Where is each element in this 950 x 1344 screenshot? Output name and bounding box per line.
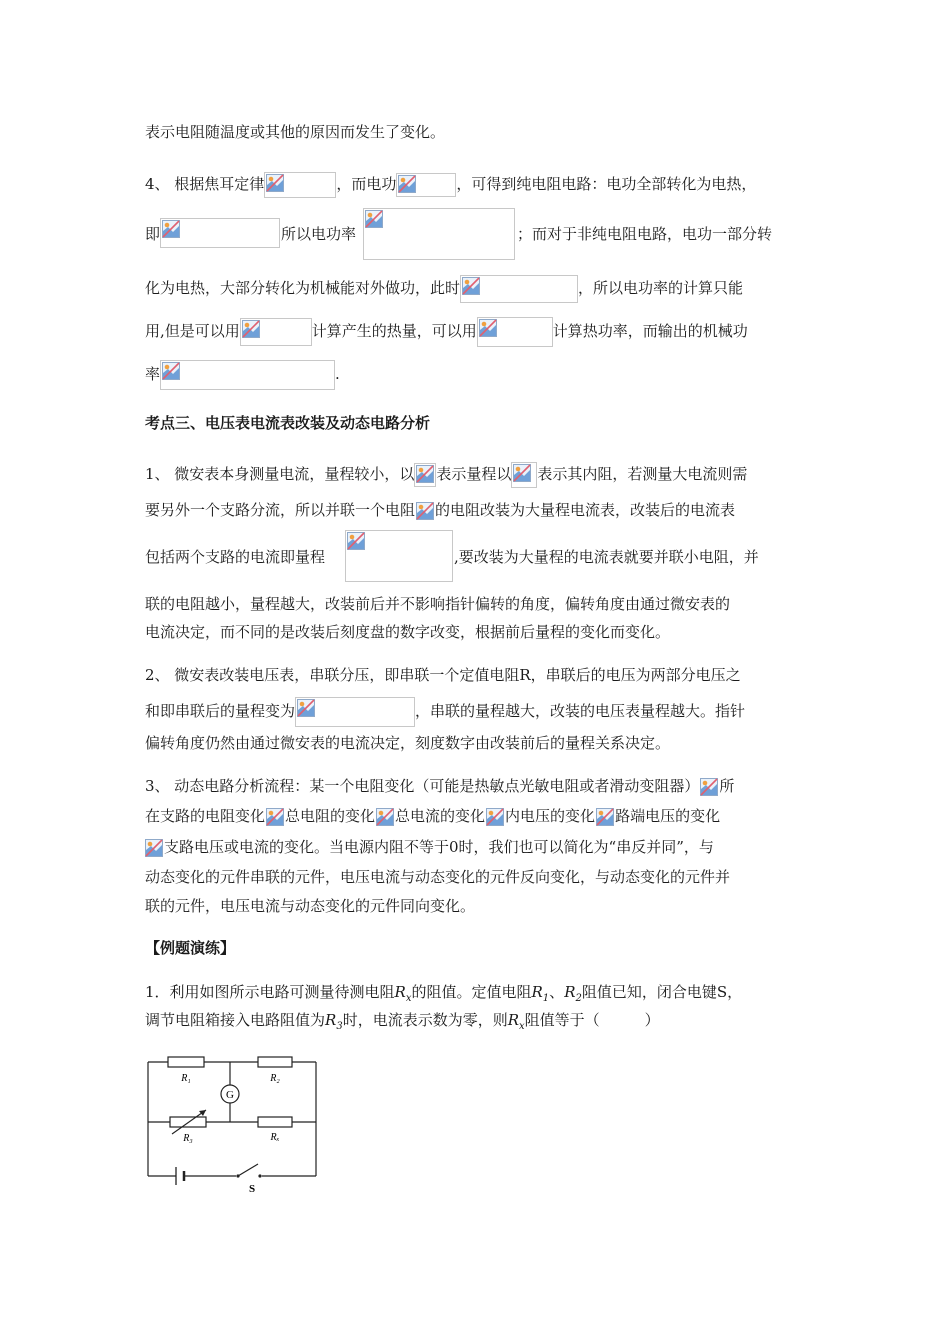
text-line	[145, 317, 748, 347]
text-line	[145, 697, 745, 727]
broken-image-icon	[162, 362, 180, 380]
paragraph-text: 用,但是可以用	[145, 322, 240, 340]
circuit-diagram	[140, 1052, 330, 1198]
arrow-image-icon	[145, 839, 163, 857]
paragraph-text: 和即串联后的量程变为	[145, 702, 296, 720]
formula-image	[295, 697, 415, 727]
broken-image-icon	[297, 699, 315, 717]
formula-image	[160, 218, 280, 248]
variable-symbol: R	[394, 983, 406, 1001]
text-line	[145, 867, 730, 887]
broken-image-icon	[365, 210, 383, 228]
variable-subscript: 3	[336, 1021, 343, 1032]
text-line	[145, 275, 743, 303]
paragraph-text: 3、 动态电路分析流程：某一个电阻变化（可能是热敏点光敏电阻或者滑动变阻器）	[145, 777, 700, 795]
label-rx: Rₓ	[270, 1132, 280, 1143]
paragraph-text: 率	[145, 365, 161, 383]
arrowhead-icon	[199, 1110, 206, 1116]
section-heading	[145, 413, 430, 433]
broken-image-icon	[479, 319, 497, 337]
question-text: 的阻值。定值电阻	[411, 983, 532, 1001]
formula-image	[511, 462, 537, 488]
broken-image-icon	[242, 320, 260, 338]
arrow-image-icon	[376, 808, 394, 826]
paragraph-text: ，而电功	[336, 175, 397, 193]
resistor-r1	[168, 1057, 204, 1067]
paragraph-text: 动态变化的元件串联的元件，电压电流与动态变化的元件反向变化，与动态变化的元件并	[145, 868, 731, 886]
paragraph-text: 联的元件，电压电流与动态变化的元件同向变化。	[145, 897, 476, 915]
text-line	[145, 360, 340, 390]
heading-text: 考点三、电压表电流表改装及动态电路分析	[145, 414, 431, 432]
paragraph-text: 即	[145, 225, 161, 243]
variable-subscript: x	[519, 1021, 525, 1032]
formula-image	[160, 360, 335, 390]
resistor-rx	[258, 1117, 292, 1127]
text-line	[145, 462, 747, 488]
resistor-box-r3	[170, 1117, 206, 1127]
variable-symbol: R	[564, 983, 576, 1001]
broken-image-icon	[416, 502, 434, 520]
formula-image	[414, 463, 436, 487]
paragraph-text: ；而对于非纯电阻电路，电功一部分转	[517, 225, 773, 243]
variable-symbol: R	[531, 983, 543, 1001]
paragraph-text: 化为电热，大部分转化为机械能对外做功，此时	[145, 279, 461, 297]
text-line	[145, 500, 735, 520]
paragraph-text: 总电流的变化	[395, 807, 486, 825]
question-text: 、	[549, 983, 565, 1001]
formula-image	[264, 172, 336, 198]
variable	[507, 1011, 525, 1032]
arrow-image-icon	[266, 808, 284, 826]
paragraph-text: 要另外一个支路分流，所以并联一个电阻	[145, 501, 416, 519]
paragraph-text: 包括两个支路的电流即量程	[145, 548, 326, 566]
switch-lever	[238, 1164, 258, 1176]
formula-image	[240, 318, 312, 346]
label-r1: R₁	[181, 1073, 191, 1084]
paragraph-text: 计算产生的热量，可以用	[311, 322, 477, 340]
broken-image-icon	[347, 532, 365, 550]
paragraph-text: 路端电压的变化	[615, 807, 721, 825]
formula-image	[396, 173, 456, 197]
paragraph-text: 的电阻改装为大量程电流表，改装后的电流表	[435, 501, 736, 519]
paragraph-text: 支路电压或电流的变化。当电源内阻不等于0时，我们也可以简化为“串反并同”，与	[164, 838, 714, 856]
text-line	[145, 665, 741, 685]
paragraph-text: ，可得到纯电阻电路：电功全部转化为电热，	[456, 175, 757, 193]
broken-image-icon	[398, 175, 416, 193]
paragraph-text: 在支路的电阻变化	[145, 807, 266, 825]
galvanometer-label: G	[226, 1089, 234, 1101]
broken-image-icon	[416, 465, 434, 483]
paragraph-text: 所	[719, 777, 735, 795]
label-r2: R₂	[270, 1073, 280, 1084]
formula-image	[477, 317, 553, 347]
paragraph-text: 表示电阻随温度或其他的原因而发生了变化。	[145, 123, 446, 141]
text-line	[145, 172, 756, 198]
paragraph-text: .	[335, 365, 340, 383]
paragraph-text: 联的电阻越小，量程越大，改装前后并不影响指针偏转的角度，偏转角度由通过微安表的	[145, 595, 731, 613]
text-line	[145, 733, 670, 753]
text-line	[145, 776, 734, 796]
formula-image	[345, 530, 453, 582]
paragraph-text: ，所以电功率的计算只能	[578, 279, 744, 297]
question-text: 调节电阻箱接入电路阻值为	[145, 1011, 326, 1029]
formula-image	[460, 275, 578, 303]
variable	[394, 983, 412, 1004]
question-text: 时，电流表示数为零，则	[342, 1011, 508, 1029]
variable-symbol: R	[507, 1011, 519, 1029]
arrow-image-icon	[596, 808, 614, 826]
paragraph-text: 表示量程以	[436, 465, 512, 483]
formula-image	[363, 208, 515, 260]
paragraph-text: 4、 根据焦耳定律	[145, 175, 265, 193]
arrow-image-icon	[486, 808, 504, 826]
paragraph-text: 总电阻的变化	[285, 807, 376, 825]
label-switch: S	[248, 1183, 256, 1195]
question-text: 阻值等于（ ）	[524, 1011, 660, 1029]
variable-subscript: 2	[575, 993, 582, 1004]
paragraph-text: 表示其内阻，若测量大电流则需	[537, 465, 748, 483]
text-line	[145, 837, 714, 857]
question-text: 阻值已知，闭合电键S，	[581, 983, 743, 1001]
question-line	[145, 1010, 660, 1037]
broken-image-icon	[266, 174, 284, 192]
paragraph-text: 所以电功率	[281, 225, 357, 243]
heading-text: 【例题演练】	[145, 939, 236, 957]
switch-contact	[258, 1174, 261, 1177]
question-text: 1．利用如图所示电路可测量待测电阻	[145, 983, 395, 1001]
variable-subscript: x	[405, 993, 412, 1004]
text-line	[145, 806, 720, 826]
paragraph-text: ,要改装为大量程的电流表就要并联小电阻，并	[454, 548, 759, 566]
broken-image-icon	[462, 277, 480, 295]
broken-image-icon	[162, 220, 180, 238]
label-r3: R₃	[183, 1133, 193, 1144]
text-line	[145, 896, 475, 916]
broken-image-icon	[513, 464, 531, 482]
paragraph-text: ，串联的量程越大，改装的电压表量程越大。指针	[415, 702, 746, 720]
arrow-image-icon	[700, 778, 718, 796]
question-line	[145, 982, 742, 1009]
text-line	[145, 122, 445, 142]
paragraph-text: 电流决定，而不同的是改装后刻度盘的数字改变，根据前后量程的变化而变化。	[145, 623, 671, 641]
paragraph-text: 2、 微安表改装电压表，串联分压，即串联一个定值电阻R，串联后的电压为两部分电压之	[145, 666, 741, 684]
variable	[564, 983, 582, 1004]
variable	[325, 1011, 343, 1032]
paragraph-text: 1、 微安表本身测量电流，量程较小，以	[145, 465, 415, 483]
paragraph-text: 内电压的变化	[505, 807, 596, 825]
resistor-r2	[258, 1057, 292, 1067]
variable-subscript: 1	[542, 993, 550, 1004]
example-heading	[145, 938, 235, 958]
text-line	[145, 594, 730, 614]
text-line	[145, 622, 670, 642]
variable-symbol: R	[325, 1011, 337, 1029]
paragraph-text: 偏转角度仍然由通过微安表的电流决定，刻度数字由改装前后的量程关系决定。	[145, 734, 671, 752]
paragraph-text: 计算热功率，而输出的机械功	[552, 322, 748, 340]
variable	[531, 983, 550, 1004]
